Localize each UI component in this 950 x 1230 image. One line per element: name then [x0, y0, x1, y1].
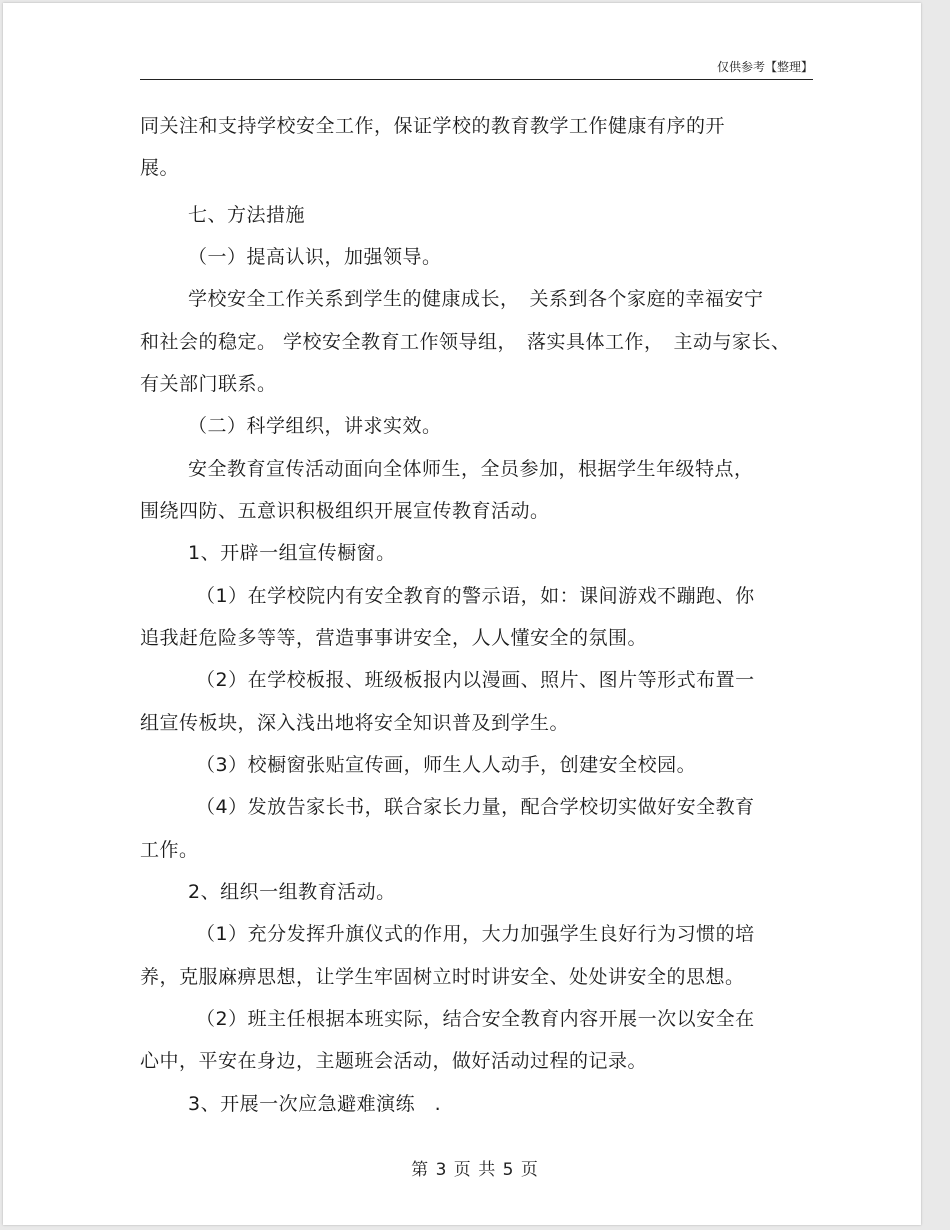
page-footer [0, 1155, 950, 1180]
list-item: （4）发放告家长书，联合家长力量，配合学校切实做好安全教育 [196, 796, 755, 818]
list-item: （3）校橱窗张贴宣传画，师生人人动手，创建安全校园。 [196, 754, 697, 776]
subsection-heading: （二）科学组织，讲求实效。 [188, 415, 442, 437]
list-item-continuation: 追我赶危险多等等，营造事事讲安全，人人懂安全的氛围。 [140, 627, 648, 649]
list-item-continuation: 组宣传板块，深入浅出地将安全知识普及到学生。 [140, 712, 570, 734]
list-heading: 1、开辟一组宣传橱窗。 [188, 542, 396, 564]
subsection-heading: （一）提高认识，加强领导。 [188, 246, 442, 268]
list-item: （1）在学校院内有安全教育的警示语，如：课间游戏不蹦跑、你 [196, 585, 755, 607]
paragraph-line: 围绕四防、五意识积极组织开展宣传教育活动。 [140, 500, 550, 522]
list-item-continuation: 养，克服麻痹思想，让学生牢固树立时时讲安全、处处讲安全的思想。 [140, 966, 745, 988]
header-text: 仅供参考【整理】 [716, 60, 813, 74]
page-header [140, 59, 813, 80]
list-item: （2）在学校板报、班级板报内以漫画、照片、图片等形式布置一 [196, 669, 755, 691]
list-item-continuation: 心中，平安在身边，主题班会活动，做好活动过程的记录。 [140, 1050, 648, 1072]
list-item-continuation: 工作。 [140, 839, 199, 861]
paragraph-line: 展。 [140, 157, 180, 179]
page-number: 第 3 页 共 5 页 [411, 1160, 539, 1180]
list-item: （2）班主任根据本班实际，结合安全教育内容开展一次以安全在 [196, 1008, 755, 1030]
list-heading: 2、组织一组教育活动。 [188, 881, 396, 903]
paragraph-line: 学校安全工作关系到学生的健康成长， 关系到各个家庭的幸福安宁 [188, 288, 764, 310]
paragraph-line: 同关注和支持学校安全工作，保证学校的教育教学工作健康有序的开 [140, 115, 726, 137]
paragraph-line: 安全教育宣传活动面向全体师生，全员参加，根据学生年级特点， [188, 458, 754, 480]
list-heading: 3、开展一次应急避难演练 . [188, 1093, 442, 1115]
list-item: （1）充分发挥升旗仪式的作用，大力加强学生良好行为习惯的培 [196, 923, 755, 945]
paragraph-line: 有关部门联系。 [140, 373, 277, 395]
document-page [3, 3, 921, 1225]
section-heading: 七、方法措施 [188, 204, 306, 226]
paragraph-line: 和社会的稳定。 学校安全教育工作领导组， 落实具体工作， 主动与家长、 [140, 331, 791, 353]
